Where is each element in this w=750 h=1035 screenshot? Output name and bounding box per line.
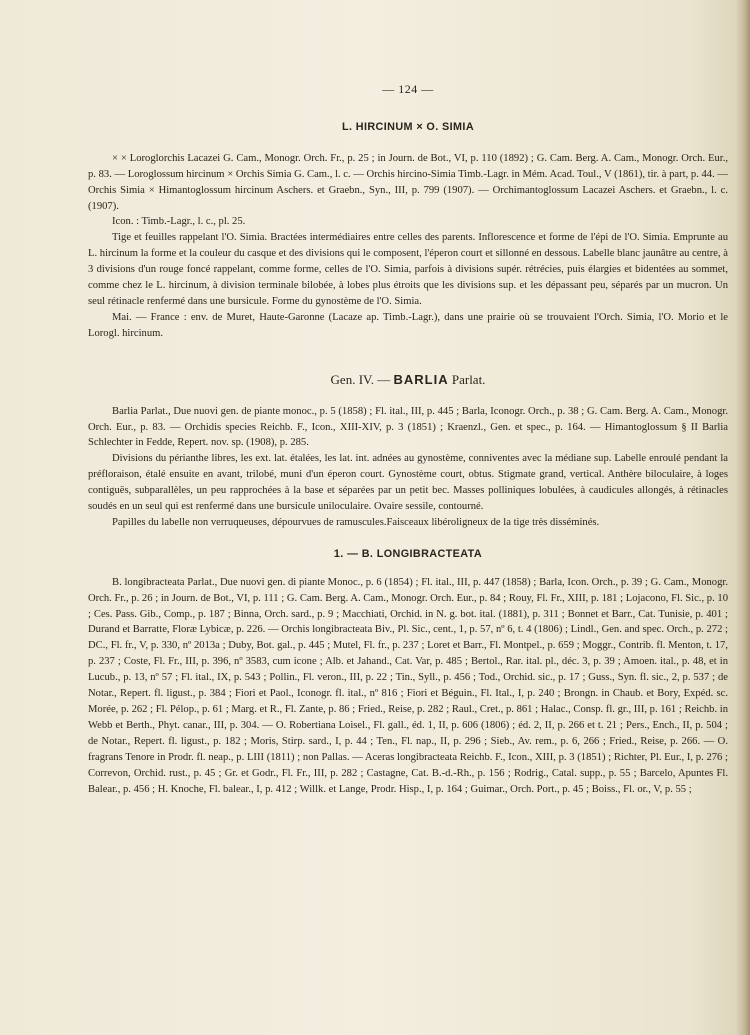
genus-heading (88, 372, 728, 388)
genus-name: BARLIA (393, 371, 449, 387)
hybrid-synonymy: × × Loroglorchis Lacazei G. Cam., Monogr. Orch. Fr., p. 25 ; in Journ. de Bot., VI, p. 110 (1892) ; G. Cam. Berg. A. Cam., Monogr. Orch. Eur., p. 83. — Loroglossum hircinum × Orchis Simia G. Cam., l. c. — Orchis hircino-Simia Timb.-Lagr. in Mém. Acad. Toul., V (1861), tir. à part, p. 44. — Orchis Simia × Himantoglossum hircinum Aschers. et Graebn., Syn., III, p. 799 (1907). — Orchimantoglossum Lacazei Aschers. et Graebn., l. c. (1907). (88, 152, 728, 212)
hybrid-distribution: Mai. — France : env. de Muret, Haute-Garonne (Lacaze ap. Timb.-Lagr.), dans une prairie où se trouvaient l'Orch. Simia, l'O. Morio et le Lorogl. hircinum. (88, 311, 728, 339)
genus-heading-prefix: Gen. IV. — (330, 371, 391, 387)
genus-synonymy: Barlia Parlat., Due nuovi gen. de piante monoc., p. 5 (1858) ; Fl. ital., III, p. 445 ; Barla, Iconogr. Orch., p. 38 ; G. Cam. Berg. A. Cam., Monogr. Orch. Eur., p. 83. — Orchidis species Reichb. F., Icon., XIII-XIV, p. 3 (1851) ; Kraenzl., Gen. et spec., p. 164. — Himantoglossum § II Barlia Schlechter in Fedde, Repert. nov. sp. (1908), p. 285. (88, 405, 728, 449)
genus-papillae-note: Papilles du labelle non verruqueuses, dépourvues de ramuscules.Faisceaux libéroligneux de la tige très disséminés. (112, 516, 600, 528)
hybrid-description: Tige et feuilles rappelant l'O. Simia. Bractées intermédiaires entre celles des parents. Inflorescence et forme de l'épi de l'O. Simia. Emprunte au L. hircinum la forme et la couleur du casque et des divisions qui le composent, l'éperon court et sillonné en dessous. Labelle blanc jaunâtre au centre, à 3 divisions d'un rouge foncé rappelant, comme forme, celles de l'O. Simia, parfois à divisions supér. rétrécies, puis élargies et bidentées au sommet, comme chez le L. hircinum, à division terminale bilobée, à lobes plus étroits que les divisions sup. et les dépassant peu, séparés par un mucron. Un seul rétinacle renfermé dans une bursicule. Forme du gynostème de l'O. Simia. (88, 232, 728, 307)
page-edge-shadow (736, 0, 750, 1035)
species-synonymy: B. longibracteata Parlat., Due nuovi gen. di piante Monoc., p. 6 (1854) ; Fl. ital., III, p. 447 (1858) ; Barla, Icon. Orch., p. 39 ; G. Cam., Monogr. Orch. Fr., p. 26 ; in Journ. de Bot., VI, p. 111 ; G. Cam. Berg. A. Cam., Monogr. Orch. Eur., p. 84 ; Rouy, Fl. Fr., XIII, p. 181 ; Lojacono, Fl. Sic., p. 10 ; Ces. Pass. Gib., Comp., p. 187 ; Binna, Orch. sard., p. 9 ; Macchiati, Orchid. in N. g. bot. ital. (1881), p. 311 ; Bonnet et Barr., Cat. Tunisie, p. 401 ; Durand et Barratte, Floræ Lybicæ, p. 226. — Orchis longibracteata Biv., Pl. Sic., cent., 1, p. 57, nº 6, t. 4 (1806) ; Lindl., Gen. and spec. Orch., p. 272 ; DC., Fl. fr., V, p. 330, nº 2013a ; Duby, Bot. gal., p. 445 ; Mutel, Fl. fr., p. 237 ; Loret et Barr., Fl. Montpel., p. 659 ; Moggr., Contrib. fl. Menton, t. 17, p. 237 ; Coste, Fl. Fr., III, p. 396, nº 3583, cum icone ; Alb. et Jahand., Cat. Var, p. 485 ; Bertol., Rar. ital. pl., déc. 3, p. 39 ; Amoen. ital., p. 48, et in Lucub., p. 13, nº 57 ; Fl. ital., IX, p. 543 ; Pollin., Fl. veron., III, p. 22 ; Tin., Syll., p. 456 ; Tod., Orchid. sic., p. 17 ; Guss., Syn. fl. sic., 2, p. 537 ; de Notar., Repert. fl. ligust., p. 384 ; Fiori et Paol., Iconogr. fl. ital., nº 816 ; Fiori et Béguin., Fl. Ital., I, p. 240 ; Brongn. in Chaub. et Bory, Expéd. sc. Morée, p. 262 ; Fl. Pélop., p. 61 ; Marg. et R., Fl. Zante, p. 86 ; Fried., Reise, p. 282 ; Raul., Cret., p. 861 ; Halac., Consp. fl. gr., III, p. 161 ; Reichb. in Webb et Berth., Phyt. canar., III, p. 304. — O. Robertiana Loisel., Fl. gall., éd. 1, II, p. 606 (1806) ; éd. 2, II, p. 266 et t. 21 ; Pers., Ench., II, p. 504 ; de Notar., Repert. fl. ligust., p. 182 ; Moris, Stirp. sard., I, p. 44 ; Ten., Fl. nap., II, p. 296 ; Sieb., Av. rem., p. 6, 266 ; Fried., Reise, p. 266. — O. fragrans Tenore in Prodr. fl. neap., p. LIII (1811) ; non Pallas. — Aceras longibracteata Reichb. F., Icon., XIII, p. 3 (1851) ; Richter, Pl. Eur., I, p. 276 ; Correvon, Orchid. rust., p. 45 ; Gr. et Godr., Fl. Fr., III, p. 282 ; Castagne, Cat. B.-d.-Rh., p. 156 ; Rodrig., Catal. supp., p. 55 ; Barcelo, Apuntes Fl. Balear., p. 456 ; H. Knoche, Fl. balear., I, p. 412 ; Willk. et Lange, Prodr. Hisp., I, p. 164 ; Guimar., Orch. Port., p. 45 ; Boiss., Fl. or., V, p. 55 ; (88, 576, 728, 795)
genus-description: Divisions du périanthe libres, les ext. lat. étalées, les lat. int. adnées au gynostème, conniventes avec la médiane sup. Labelle enroulé pendant la préfloraison, étalé ensuite en avant, trilobé, muni d'un éperon court. Gynostème court, obtus. Stigmate grand, vertical. Anthère biloculaire, à loges contiguës, subparallèles, un peu rapprochées à la base et séparées par un petit bec. Masses polliniques lobulées, à caudicules allongés, à rétinacles soudés en un seul qui est renfermé dans une bursicule uniloculaire. Ovaire sessile, contourné. (88, 453, 728, 513)
genus-author: Parlat. (451, 371, 486, 387)
page-content (88, 82, 728, 797)
hybrid-heading: L. HIRCINUM × O. SIMIA (341, 120, 475, 133)
page-number: — 124 — (382, 82, 434, 96)
species-heading: 1. — B. LONGIBRACTEATA (333, 547, 483, 560)
hybrid-icon-reference: Icon. : Timb.-Lagr., l. c., pl. 25. (112, 216, 246, 228)
